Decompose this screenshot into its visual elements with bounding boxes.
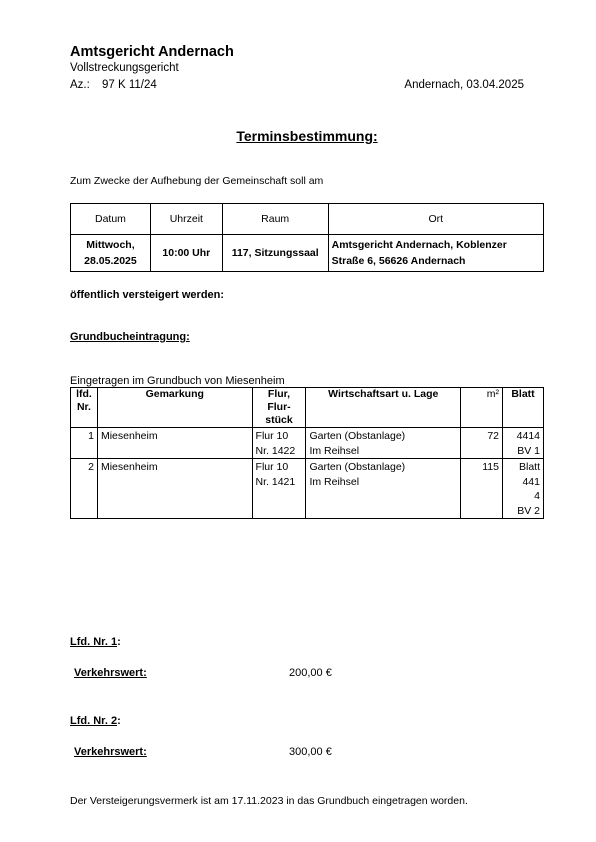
document-title: Terminsbestimmung:	[236, 128, 378, 144]
row-gemarkung: Miesenheim	[97, 459, 252, 519]
court-name: Amtsgericht Andernach	[70, 44, 234, 60]
header-raum: Raum	[222, 204, 328, 235]
termin-ort	[328, 235, 543, 272]
termin-datum	[71, 235, 151, 272]
row-m2: 115	[461, 459, 503, 519]
termin-raum: 117, Sitzungssaal	[222, 235, 328, 272]
blatt-line-2: BV 1	[517, 444, 540, 457]
intro-text: Zum Zwecke der Aufhebung der Gemeinschaft soll am	[70, 175, 324, 187]
place-date: Andernach, 03.04.2025	[404, 79, 524, 91]
auction-statement: öffentlich versteigert werden:	[70, 289, 225, 301]
header-ort: Ort	[328, 204, 543, 235]
flur-line-1: Flur 10	[255, 461, 289, 473]
row-flur	[252, 459, 306, 519]
grundbuch-header-row	[71, 388, 544, 428]
header-blatt: Blatt	[503, 388, 544, 428]
verkehrswert-1-value: 200,00 €	[289, 667, 332, 679]
lfd-nr-1-heading	[70, 636, 121, 648]
flur-line-2: Nr. 1421	[255, 475, 296, 488]
header-lfd-line-2: Nr.	[76, 401, 91, 413]
ort-line-1: Amtsgericht Andernach, Koblenzer	[331, 239, 507, 251]
verkehrswert-2-label: Verkehrswert:	[74, 746, 147, 758]
row-wirtschaftsart	[306, 459, 461, 519]
row-blatt	[503, 428, 544, 459]
header-flur-line-2: stück	[265, 414, 293, 426]
blatt-line-1: 4414	[516, 430, 540, 442]
grundbuch-heading: Grundbucheintragung:	[70, 331, 190, 343]
table-row	[71, 459, 544, 519]
lfd-nr-2-colon: :	[117, 715, 121, 727]
header-lfd-line-1: lfd.	[76, 388, 92, 400]
header-datum: Datum	[71, 204, 151, 235]
table-row	[71, 428, 544, 459]
header-m2: m²	[461, 388, 503, 428]
blatt-line-2: 441	[522, 475, 540, 488]
datum-date: 28.05.2025	[84, 255, 137, 267]
blatt-line-3: 4	[534, 490, 540, 502]
row-wirtschaftsart	[306, 428, 461, 459]
footer-note: Der Versteigerungsvermerk ist am 17.11.2023 in das Grundbuch eingetragen worden.	[70, 795, 468, 807]
lfd-nr-2-label: Lfd. Nr. 2	[70, 715, 118, 727]
row-gemarkung: Miesenheim	[97, 428, 252, 459]
verkehrswert-1-label: Verkehrswert:	[74, 667, 147, 679]
termin-uhrzeit: 10:00 Uhr	[150, 235, 222, 272]
header-wirtschaftsart: Wirtschaftsart u. Lage	[306, 388, 461, 428]
wirtschaft-line-1: Garten (Obstanlage)	[309, 430, 406, 442]
lfd-nr-1-colon: :	[117, 636, 121, 648]
row-lfd: 2	[71, 459, 98, 519]
blatt-line-1: Blatt	[518, 461, 540, 473]
datum-weekday: Mittwoch,	[86, 239, 135, 251]
row-flur	[252, 428, 306, 459]
termin-row	[71, 235, 544, 272]
flur-line-2: Nr. 1422	[255, 444, 296, 457]
verkehrswert-2-value: 300,00 €	[289, 746, 332, 758]
termin-header-row	[71, 204, 544, 235]
header-flur-line-1: Flur, Flur-	[267, 388, 291, 413]
file-number-label: Az.:	[70, 79, 90, 91]
file-number	[70, 79, 157, 91]
flur-line-1: Flur 10	[255, 430, 289, 442]
grundbuch-intro: Eingetragen im Grundbuch von Miesenheim	[70, 375, 285, 387]
header-flur	[252, 388, 306, 428]
court-department: Vollstreckungsgericht	[70, 62, 179, 74]
wirtschaft-line-1: Garten (Obstanlage)	[309, 461, 406, 473]
lfd-nr-1-label: Lfd. Nr. 1	[70, 636, 118, 648]
wirtschaft-line-2: Im Reihsel	[309, 444, 360, 457]
blatt-line-4: BV 2	[517, 504, 540, 517]
header-gemarkung: Gemarkung	[97, 388, 252, 428]
file-number-value: 97 K 11/24	[102, 79, 157, 91]
row-blatt	[503, 459, 544, 519]
row-m2: 72	[461, 428, 503, 459]
ort-line-2: Straße 6, 56626 Andernach	[331, 255, 466, 267]
wirtschaft-line-2: Im Reihsel	[309, 475, 360, 488]
row-lfd: 1	[71, 428, 98, 459]
termin-table	[70, 203, 544, 272]
lfd-nr-2-heading	[70, 715, 121, 727]
header-uhrzeit: Uhrzeit	[150, 204, 222, 235]
header-lfd	[71, 388, 98, 428]
grundbuch-table	[70, 387, 544, 519]
